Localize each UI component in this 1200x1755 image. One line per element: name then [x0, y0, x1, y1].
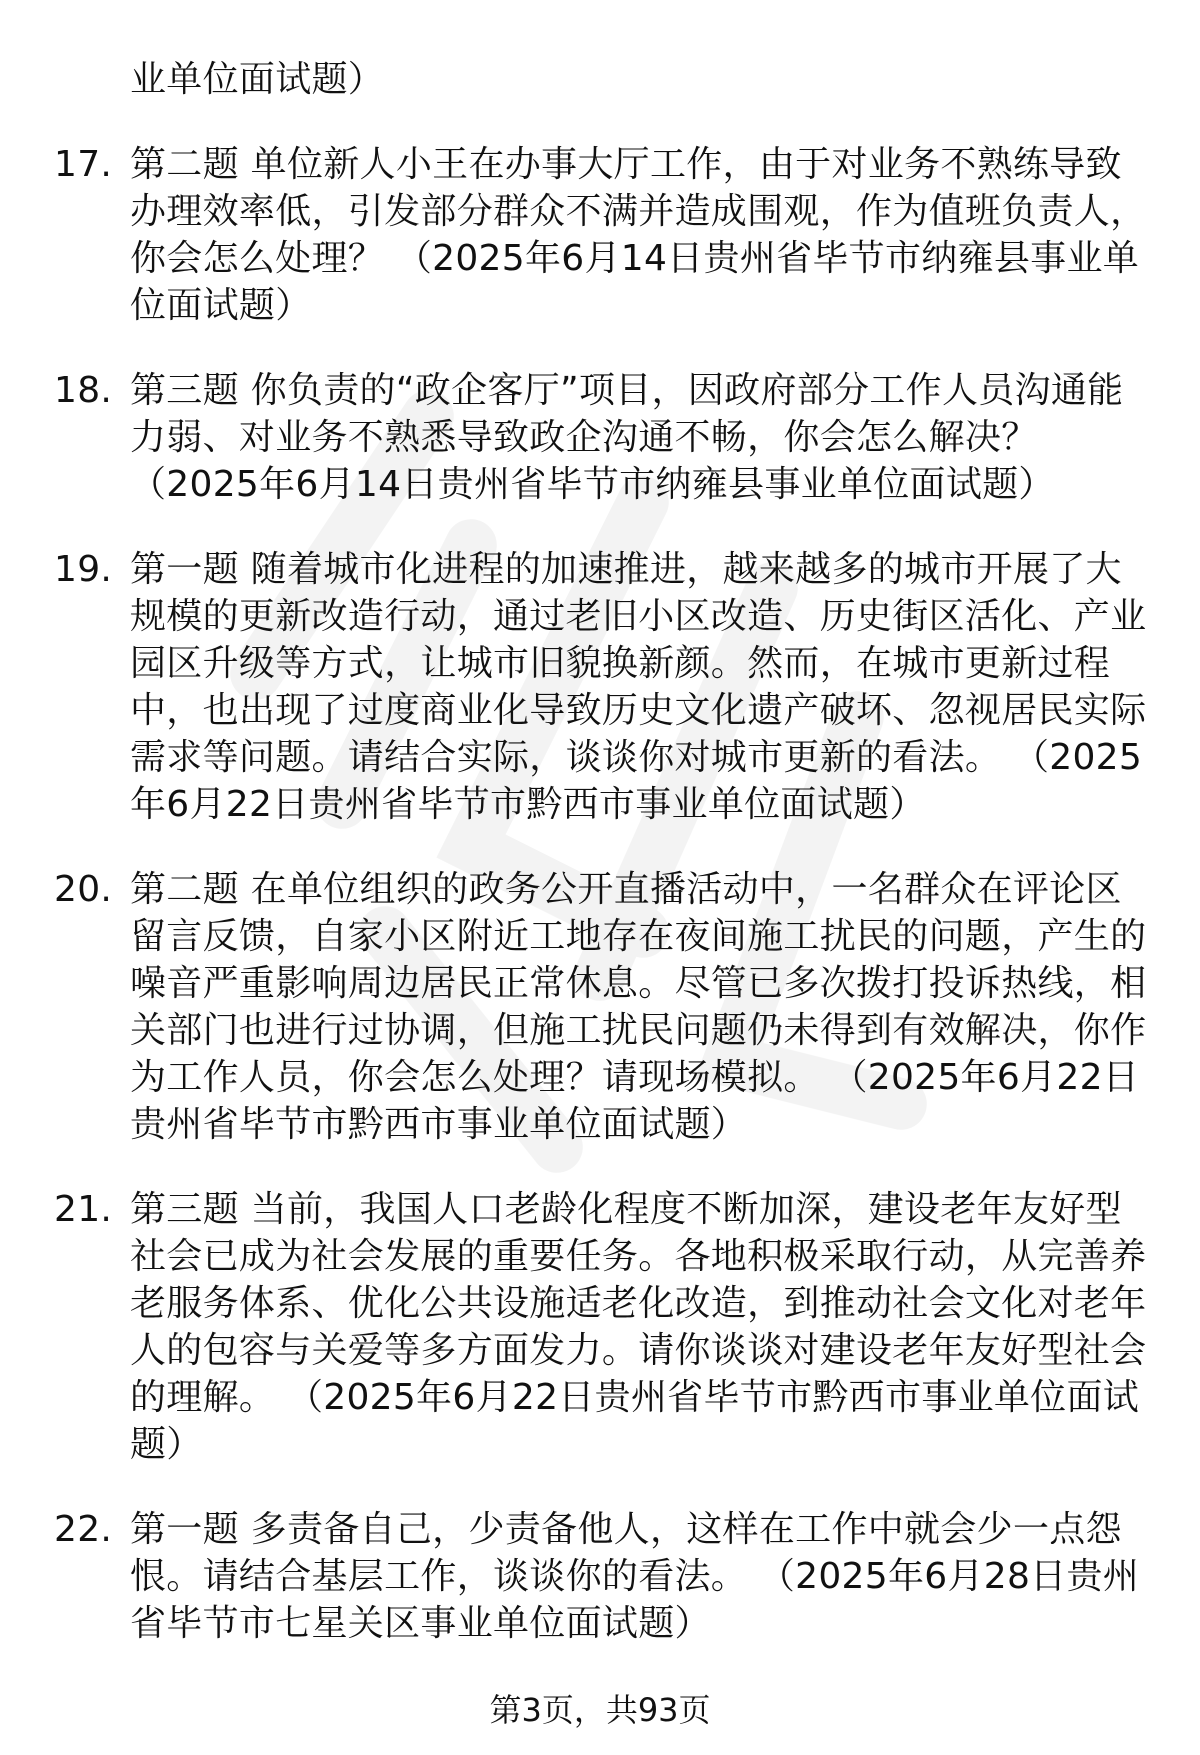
- list-item: [0, 141, 1200, 329]
- item-number: 17.: [54, 144, 113, 185]
- item-text: 第一题 随着城市化进程的加速推进，越来越多的城市开展了大规模的更新改造行动，通过老旧小区改造、历史街区活化、产业园区升级等方式，让城市旧貌换新颜。然而，在城市更新过程中，也出现了过度商业化导致历史文化遗产破坏、忽视居民实际需求等问题。请结合实际，谈谈你对城市更新的看法。 （2025年6月22日贵州省毕节市黔西市事业单位面试题）: [130, 549, 1147, 825]
- item-number: 21.: [54, 1189, 113, 1230]
- list-item: [0, 1186, 1200, 1468]
- item-text: 第一题 多责备自己，少责备他人，这样在工作中就会少一点怨恨。请结合基层工作，谈谈你的看法。 （2025年6月28日贵州省毕节市七星关区事业单位面试题）: [130, 1509, 1140, 1644]
- continuation-text: 业单位面试题）: [130, 59, 385, 100]
- item-text: 第三题 当前，我国人口老龄化程度不断加深，建设老年友好型社会已成为社会发展的重要任务。各地积极采取行动，从完善养老服务体系、优化公共设施适老化改造，到推动社会文化对老年人的包容与关爱等多方面发力。请你谈谈对建设老年友好型社会的理解。 （2025年6月22日贵州省毕节市黔西市事业单位面试题）: [130, 1189, 1147, 1465]
- page-footer: 第3页，共93页: [489, 1691, 711, 1729]
- list-item: [0, 866, 1200, 1148]
- item-number: 22.: [54, 1509, 113, 1550]
- list-item: [0, 546, 1200, 828]
- item-number: 18.: [54, 370, 113, 411]
- list-item: [0, 367, 1200, 508]
- item-text: 第二题 单位新人小王在办事大厅工作，由于对业务不熟练导致办理效率低，引发部分群众不满并造成围观，作为值班负责人，你会怎么处理？ （2025年6月14日贵州省毕节市纳雍县事业单位面试题）: [130, 144, 1147, 326]
- item-number: 20.: [54, 869, 113, 910]
- item-text: 第三题 你负责的“政企客厅”项目，因政府部分工作人员沟通能力弱、对业务不熟悉导致政企沟通不畅，你会怎么解决？ （2025年6月14日贵州省毕节市纳雍县事业单位面试题）: [130, 370, 1124, 505]
- item-text: 第二题 在单位组织的政务公开直播活动中，一名群众在评论区留言反馈，自家小区附近工地存在夜间施工扰民的问题，产生的噪音严重影响周边居民正常休息。尽管已多次拨打投诉热线，相关部门也进行过协调，但施工扰民问题仍未得到有效解决，你作为工作人员，你会怎么处理？请现场模拟。 （2025年6月22日贵州省毕节市黔西市事业单位面试题）: [130, 869, 1147, 1145]
- item-number: 19.: [54, 549, 113, 590]
- question-list: [0, 56, 1200, 1685]
- list-item: [0, 1506, 1200, 1647]
